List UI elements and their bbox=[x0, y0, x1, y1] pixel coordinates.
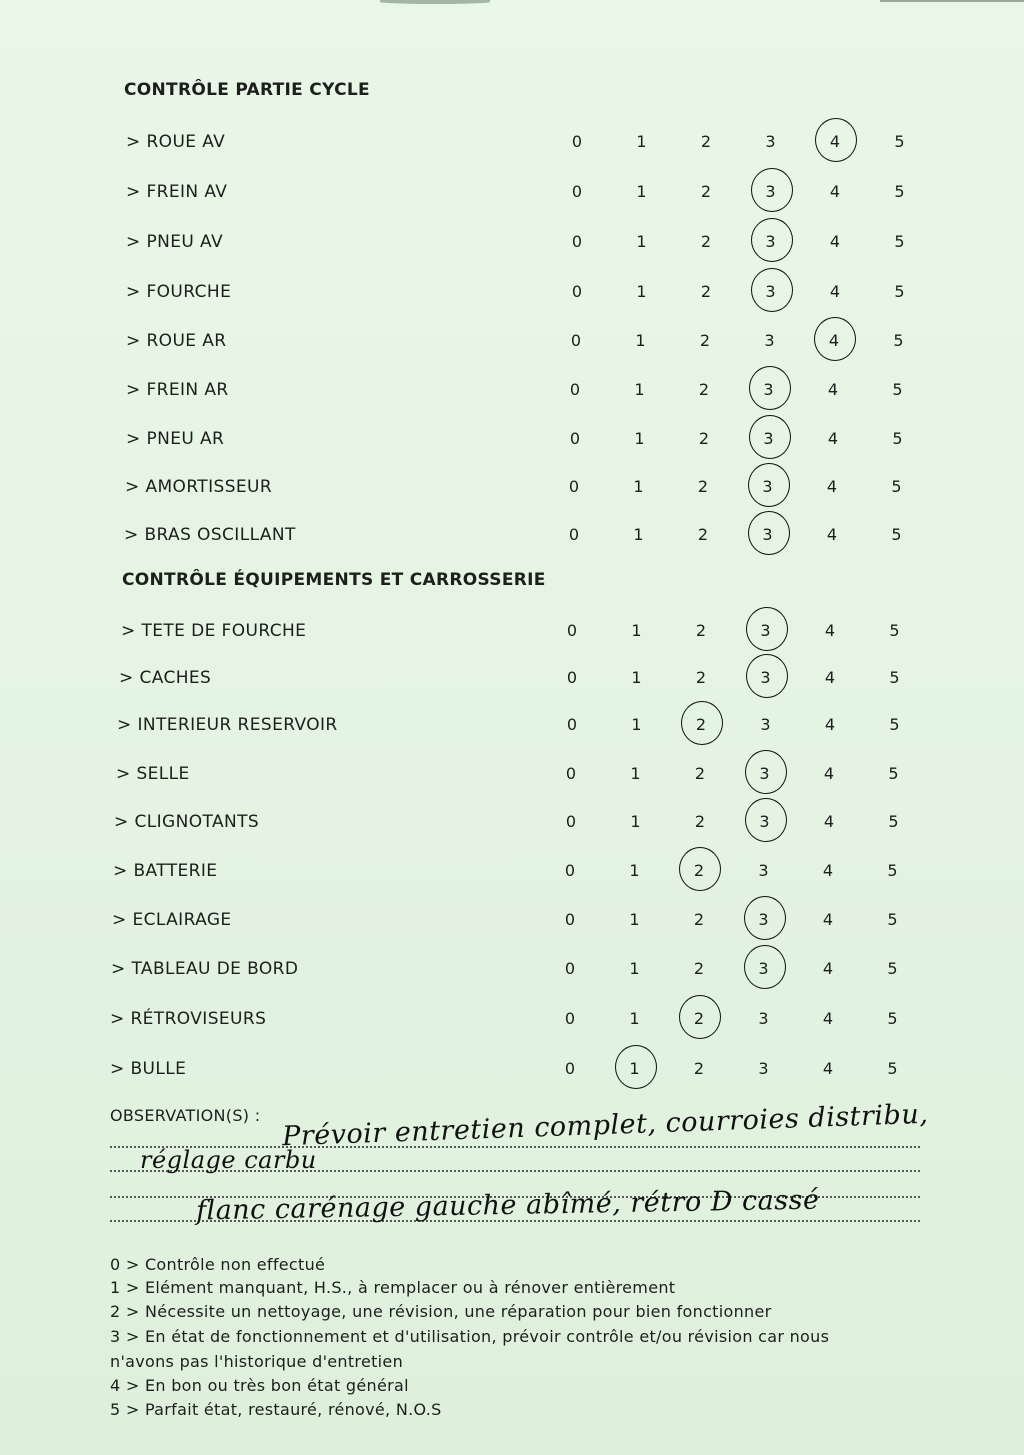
checklist-row bbox=[114, 808, 934, 842]
score-option-3[interactable]: 3 bbox=[762, 477, 773, 496]
score-option-1[interactable]: 1 bbox=[629, 910, 640, 929]
score-option-3[interactable]: 3 bbox=[765, 132, 776, 151]
row-label: > TABLEAU DE BORD bbox=[111, 959, 299, 979]
score-option-5[interactable]: 5 bbox=[894, 282, 905, 301]
checklist-row bbox=[110, 1005, 930, 1039]
checklist-row bbox=[126, 278, 946, 312]
handwritten-observation-1: Prévoir entretien complet, courroies distribu, bbox=[281, 1098, 929, 1153]
score-option-5[interactable]: 5 bbox=[888, 764, 899, 783]
row-label: > TETE DE FOURCHE bbox=[121, 621, 307, 641]
score-option-5[interactable]: 5 bbox=[894, 232, 905, 251]
score-option-0[interactable]: 0 bbox=[571, 282, 583, 301]
score-option-1[interactable]: 1 bbox=[634, 429, 645, 448]
score-option-2[interactable]: 2 bbox=[698, 429, 710, 448]
score-option-4[interactable]: 4 bbox=[822, 910, 834, 929]
checklist-row bbox=[126, 327, 946, 361]
legend-line-3-cont: n'avons pas l'historique d'entretien bbox=[110, 1352, 404, 1371]
score-option-1[interactable]: 1 bbox=[636, 132, 647, 151]
checklist-row bbox=[126, 376, 946, 410]
legend-line-0: 0 > Contrôle non effectué bbox=[110, 1255, 326, 1274]
score-option-3[interactable]: 3 bbox=[765, 232, 776, 251]
score-option-0[interactable]: 0 bbox=[564, 1009, 576, 1028]
score-option-1[interactable]: 1 bbox=[635, 331, 646, 350]
score-option-5[interactable]: 5 bbox=[887, 910, 898, 929]
score-option-0[interactable]: 0 bbox=[568, 477, 580, 496]
score-option-2[interactable]: 2 bbox=[699, 331, 711, 350]
row-label: > PNEU AR bbox=[126, 429, 225, 449]
score-option-4[interactable]: 4 bbox=[829, 232, 841, 251]
score-option-2[interactable]: 2 bbox=[700, 232, 712, 251]
row-label: > AMORTISSEUR bbox=[125, 477, 273, 497]
score-option-4[interactable]: 4 bbox=[829, 182, 841, 201]
score-option-2[interactable]: 2 bbox=[697, 525, 709, 544]
row-label: > BATTERIE bbox=[113, 861, 218, 881]
row-label: > PNEU AV bbox=[126, 232, 223, 252]
score-option-3[interactable]: 3 bbox=[758, 1059, 769, 1078]
legend-line-2: 2 > Nécessite un nettoyage, une révision, une réparation pour bien fonctionner bbox=[110, 1302, 772, 1321]
checklist-row bbox=[110, 1055, 930, 1089]
score-option-4[interactable]: 4 bbox=[828, 331, 840, 350]
score-option-0[interactable]: 0 bbox=[565, 812, 577, 831]
score-option-3[interactable]: 3 bbox=[765, 282, 776, 301]
score-option-4[interactable]: 4 bbox=[823, 764, 835, 783]
score-option-4[interactable]: 4 bbox=[826, 477, 838, 496]
section-title-cycle: CONTRÔLE PARTIE CYCLE bbox=[124, 80, 370, 100]
checklist-row bbox=[116, 760, 936, 794]
score-option-1[interactable]: 1 bbox=[636, 232, 647, 251]
score-option-4[interactable]: 4 bbox=[822, 1059, 834, 1078]
score-option-1[interactable]: 1 bbox=[630, 812, 641, 831]
checklist-row bbox=[113, 857, 933, 891]
score-option-4[interactable]: 4 bbox=[824, 621, 836, 640]
score-option-4[interactable]: 4 bbox=[822, 959, 834, 978]
score-option-0[interactable]: 0 bbox=[566, 621, 578, 640]
score-option-2[interactable]: 2 bbox=[697, 477, 709, 496]
score-option-5[interactable]: 5 bbox=[894, 182, 905, 201]
score-option-4[interactable]: 4 bbox=[822, 1009, 834, 1028]
score-option-3[interactable]: 3 bbox=[762, 525, 773, 544]
score-option-2[interactable]: 2 bbox=[700, 182, 712, 201]
score-option-4[interactable]: 4 bbox=[823, 812, 835, 831]
score-option-3[interactable]: 3 bbox=[765, 182, 776, 201]
score-option-5[interactable]: 5 bbox=[891, 477, 902, 496]
score-option-3[interactable]: 3 bbox=[760, 668, 771, 687]
score-option-2[interactable]: 2 bbox=[693, 959, 705, 978]
score-option-2[interactable]: 2 bbox=[695, 621, 707, 640]
score-option-1[interactable]: 1 bbox=[629, 861, 640, 880]
score-option-1[interactable]: 1 bbox=[629, 959, 640, 978]
score-option-5[interactable]: 5 bbox=[892, 429, 903, 448]
score-option-1[interactable]: 1 bbox=[633, 477, 644, 496]
score-option-0[interactable]: 0 bbox=[566, 668, 578, 687]
score-option-3[interactable]: 3 bbox=[760, 621, 771, 640]
row-label: > ROUE AR bbox=[126, 331, 227, 351]
row-label: > ROUE AV bbox=[126, 132, 226, 152]
score-option-2[interactable]: 2 bbox=[693, 1059, 705, 1078]
score-option-2[interactable]: 2 bbox=[694, 764, 706, 783]
score-option-0[interactable]: 0 bbox=[569, 380, 581, 399]
checklist-row bbox=[126, 128, 946, 162]
score-option-0[interactable]: 0 bbox=[569, 429, 581, 448]
score-option-4[interactable]: 4 bbox=[822, 861, 834, 880]
score-option-3[interactable]: 3 bbox=[758, 959, 769, 978]
checklist-row bbox=[126, 425, 946, 459]
score-option-0[interactable]: 0 bbox=[564, 959, 576, 978]
score-option-4[interactable]: 4 bbox=[826, 525, 838, 544]
score-option-5[interactable]: 5 bbox=[888, 812, 899, 831]
checklist-row bbox=[112, 906, 932, 940]
handwritten-observation-2: réglage carbu bbox=[140, 1146, 317, 1174]
score-option-3[interactable]: 3 bbox=[760, 715, 771, 734]
score-option-0[interactable]: 0 bbox=[564, 1059, 576, 1078]
score-option-5[interactable]: 5 bbox=[887, 959, 898, 978]
score-option-4[interactable]: 4 bbox=[829, 132, 841, 151]
checklist-row bbox=[126, 228, 946, 262]
legend-line-5: 5 > Parfait état, restauré, rénové, N.O.S bbox=[110, 1400, 442, 1419]
score-option-0[interactable]: 0 bbox=[568, 525, 580, 544]
row-label: > BRAS OSCILLANT bbox=[124, 525, 296, 545]
score-option-1[interactable]: 1 bbox=[631, 715, 642, 734]
checklist-row bbox=[124, 521, 944, 555]
score-option-2[interactable]: 2 bbox=[693, 861, 705, 880]
score-option-3[interactable]: 3 bbox=[758, 910, 769, 929]
score-option-2[interactable]: 2 bbox=[698, 380, 710, 399]
checklist-row bbox=[125, 473, 945, 507]
score-option-5[interactable]: 5 bbox=[889, 668, 900, 687]
score-option-2[interactable]: 2 bbox=[695, 668, 707, 687]
score-option-1[interactable]: 1 bbox=[630, 764, 641, 783]
row-label: > INTERIEUR RESERVOIR bbox=[117, 715, 338, 735]
legend-line-4: 4 > En bon ou très bon état général bbox=[110, 1376, 409, 1395]
observations-label: OBSERVATION(S) : bbox=[110, 1106, 261, 1125]
score-option-2[interactable]: 2 bbox=[700, 132, 712, 151]
paper-clip-shadow bbox=[380, 0, 490, 4]
score-option-4[interactable]: 4 bbox=[829, 282, 841, 301]
section-title-equipment: CONTRÔLE ÉQUIPEMENTS ET CARROSSERIE bbox=[122, 570, 546, 590]
row-label: > BULLE bbox=[110, 1059, 187, 1079]
row-label: > FOURCHE bbox=[126, 282, 232, 302]
score-option-0[interactable]: 0 bbox=[570, 331, 582, 350]
score-option-5[interactable]: 5 bbox=[889, 715, 900, 734]
row-label: > FREIN AV bbox=[126, 182, 228, 202]
score-option-5[interactable]: 5 bbox=[892, 380, 903, 399]
score-option-5[interactable]: 5 bbox=[887, 1059, 898, 1078]
score-option-0[interactable]: 0 bbox=[571, 232, 583, 251]
checklist-row bbox=[117, 711, 937, 745]
score-option-5[interactable]: 5 bbox=[887, 1009, 898, 1028]
legend-line-1: 1 > Elément manquant, H.S., à remplacer ou à rénover entièrement bbox=[110, 1278, 676, 1297]
row-label: > CLIGNOTANTS bbox=[114, 812, 260, 832]
checklist-row bbox=[119, 664, 939, 698]
row-label: > RÉTROVISEURS bbox=[110, 1009, 267, 1029]
score-option-0[interactable]: 0 bbox=[564, 861, 576, 880]
score-option-1[interactable]: 1 bbox=[633, 525, 644, 544]
handwritten-observation-3: flanc carénage gauche abîmé, rétro D cassé bbox=[195, 1184, 820, 1227]
page-edge bbox=[880, 0, 1024, 2]
score-option-0[interactable]: 0 bbox=[566, 715, 578, 734]
score-option-3[interactable]: 3 bbox=[758, 861, 769, 880]
legend-line-3: 3 > En état de fonctionnement et d'utilisation, prévoir contrôle et/ou révision car nous bbox=[110, 1327, 830, 1346]
score-option-5[interactable]: 5 bbox=[893, 331, 904, 350]
row-label: > FREIN AR bbox=[126, 380, 229, 400]
score-option-1[interactable]: 1 bbox=[629, 1009, 640, 1028]
score-option-2[interactable]: 2 bbox=[695, 715, 707, 734]
checklist-row bbox=[121, 617, 941, 651]
score-option-0[interactable]: 0 bbox=[571, 132, 583, 151]
score-option-5[interactable]: 5 bbox=[887, 861, 898, 880]
row-label: > ECLAIRAGE bbox=[112, 910, 232, 930]
checklist-row bbox=[111, 955, 931, 989]
score-option-2[interactable]: 2 bbox=[693, 1009, 705, 1028]
score-option-4[interactable]: 4 bbox=[824, 715, 836, 734]
score-option-0[interactable]: 0 bbox=[565, 764, 577, 783]
score-option-2[interactable]: 2 bbox=[693, 910, 705, 929]
score-option-1[interactable]: 1 bbox=[636, 282, 647, 301]
score-option-1[interactable]: 1 bbox=[636, 182, 647, 201]
checklist-row bbox=[126, 178, 946, 212]
score-option-5[interactable]: 5 bbox=[889, 621, 900, 640]
score-option-3[interactable]: 3 bbox=[758, 1009, 769, 1028]
score-option-1[interactable]: 1 bbox=[631, 621, 642, 640]
score-option-3[interactable]: 3 bbox=[763, 429, 774, 448]
score-option-3[interactable]: 3 bbox=[759, 764, 770, 783]
score-option-1[interactable]: 1 bbox=[629, 1059, 640, 1078]
score-option-4[interactable]: 4 bbox=[827, 380, 839, 399]
score-option-4[interactable]: 4 bbox=[824, 668, 836, 687]
row-label: > CACHES bbox=[119, 668, 212, 688]
score-option-5[interactable]: 5 bbox=[891, 525, 902, 544]
score-option-3[interactable]: 3 bbox=[759, 812, 770, 831]
score-option-0[interactable]: 0 bbox=[571, 182, 583, 201]
score-option-1[interactable]: 1 bbox=[634, 380, 645, 399]
score-option-2[interactable]: 2 bbox=[700, 282, 712, 301]
score-option-1[interactable]: 1 bbox=[631, 668, 642, 687]
score-option-5[interactable]: 5 bbox=[894, 132, 905, 151]
score-option-0[interactable]: 0 bbox=[564, 910, 576, 929]
score-option-4[interactable]: 4 bbox=[827, 429, 839, 448]
row-label: > SELLE bbox=[116, 764, 190, 784]
score-option-2[interactable]: 2 bbox=[694, 812, 706, 831]
score-option-3[interactable]: 3 bbox=[764, 331, 775, 350]
score-option-3[interactable]: 3 bbox=[763, 380, 774, 399]
